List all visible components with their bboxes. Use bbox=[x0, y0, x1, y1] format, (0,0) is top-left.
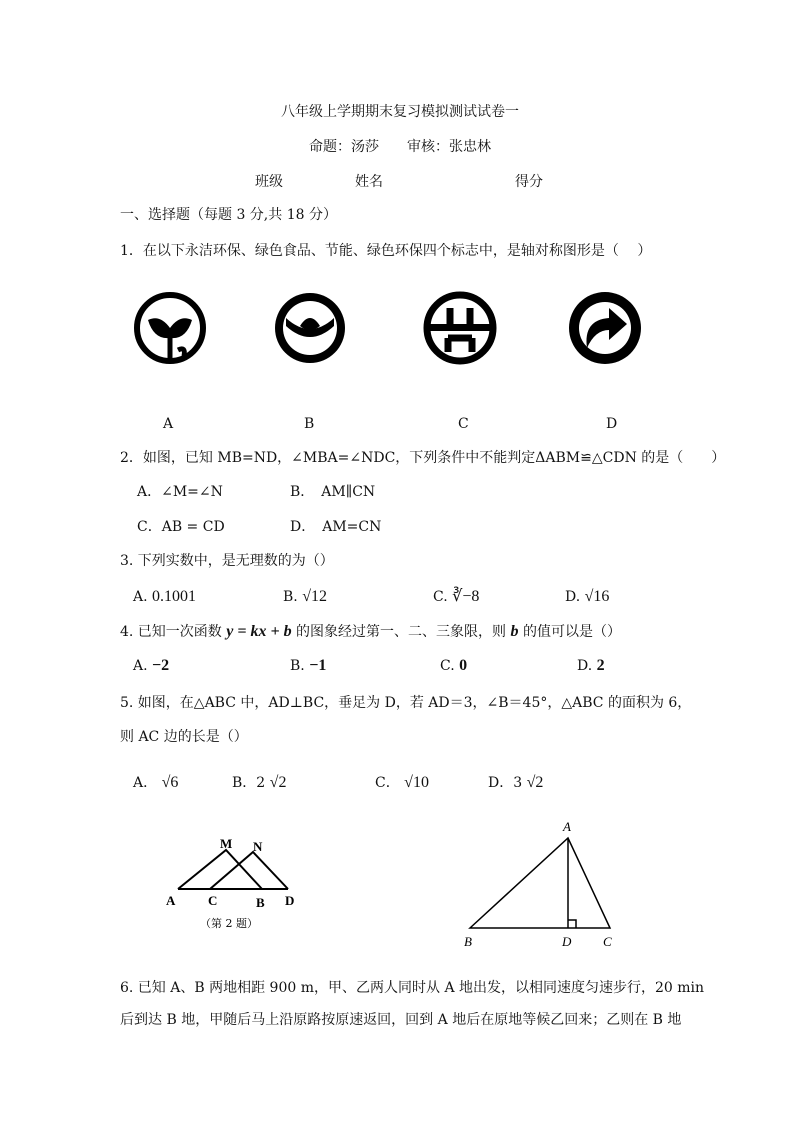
q2-option-b: B． AM∥CN bbox=[290, 484, 376, 500]
option-value: √2 bbox=[526, 774, 544, 791]
q2-option-d: D． AM=CN bbox=[290, 519, 382, 535]
section-heading: 一、选择题（每题 3 分,共 18 分） bbox=[120, 207, 337, 223]
option-letter: B. bbox=[290, 658, 305, 674]
name-field-label: 姓名 bbox=[355, 174, 383, 190]
point-a: A bbox=[563, 819, 571, 834]
option-letter: B. bbox=[283, 589, 298, 605]
option-value: −1 bbox=[309, 657, 327, 674]
logo-label-a: A bbox=[163, 416, 174, 432]
option-value: √2 bbox=[269, 774, 287, 791]
option-value: √6 bbox=[161, 774, 179, 791]
option-letter: A. bbox=[133, 658, 148, 674]
point-b: B bbox=[464, 934, 472, 949]
option-letter: D. bbox=[565, 589, 581, 605]
q4-option-d bbox=[577, 657, 605, 675]
q3-option-c bbox=[433, 588, 479, 606]
q4-option-a bbox=[133, 657, 169, 675]
point-d: D bbox=[562, 934, 572, 949]
q5-option-d bbox=[488, 774, 543, 792]
q4-option-c bbox=[440, 657, 467, 675]
option-value: 2 bbox=[596, 657, 605, 674]
point-n: N bbox=[253, 839, 263, 854]
option-letter: A. bbox=[133, 589, 148, 605]
q5-option-c bbox=[375, 774, 429, 792]
question-4 bbox=[120, 623, 621, 641]
logo-c-icon bbox=[420, 290, 500, 370]
question-5-line1: 5. 如图，在△ABC 中，AD⊥BC，垂足为 D，若 AD＝3，∠B＝45°，△ABC 的面积为 6， bbox=[120, 695, 692, 711]
q2-option-a: A．∠M=∠N bbox=[137, 484, 223, 500]
figure-caption: （第 2 题） bbox=[200, 917, 258, 930]
q5-option-a bbox=[133, 774, 178, 792]
point-c: C bbox=[208, 893, 218, 908]
option-value: 0 bbox=[459, 657, 468, 674]
question-3: 3. 下列实数中，是无理数的为（） bbox=[120, 553, 334, 569]
logo-label-d: D bbox=[606, 416, 618, 432]
option-letter: C. bbox=[433, 589, 448, 605]
option-letter: C. bbox=[440, 658, 455, 674]
option-value: √12 bbox=[302, 588, 327, 605]
logo-d-icon bbox=[565, 290, 645, 370]
q2-option-c: C．AB = CD bbox=[137, 519, 225, 535]
q4-text: 4. 已知一次函数 bbox=[120, 624, 227, 640]
point-b: B bbox=[256, 895, 265, 910]
option-letter: B．2 bbox=[232, 775, 266, 791]
logo-label-c: C bbox=[458, 416, 469, 432]
q3-option-a bbox=[133, 588, 196, 606]
score-field-label: 得分 bbox=[515, 174, 543, 190]
option-letter: D．3 bbox=[488, 775, 523, 791]
question-1: 1．在以下永洁环保、绿色食品、节能、绿色环保四个标志中，是轴对称图形是（ ） bbox=[120, 243, 652, 259]
option-value: −2 bbox=[152, 657, 170, 674]
q5-figure bbox=[450, 815, 630, 955]
class-field-label: 班级 bbox=[255, 174, 283, 190]
q2-figure bbox=[160, 835, 330, 935]
option-value: √16 bbox=[584, 588, 610, 605]
exam-title: 八年级上学期期末复习模拟测试试卷一 bbox=[281, 104, 519, 120]
option-value: √10 bbox=[404, 774, 429, 791]
option-value: 0.1001 bbox=[152, 588, 197, 605]
option-letter: C． bbox=[375, 775, 400, 791]
q3-option-d bbox=[565, 588, 609, 606]
question-6-line1: 6. 已知 A、B 两地相距 900 m，甲、乙两人同时从 A 地出发，以相同速度匀速步行，20 min bbox=[120, 980, 705, 996]
question-6-line2: 后到达 B 地，甲随后马上沿原路按原速返回，回到 A 地后在原地等候乙回来；乙则在 B 地 bbox=[120, 1012, 682, 1028]
question-5-line2: 则 AC 边的长是（） bbox=[120, 729, 248, 745]
logo-b-icon bbox=[270, 290, 350, 370]
point-m: M bbox=[220, 836, 233, 851]
point-c: C bbox=[603, 934, 612, 949]
option-letter: D. bbox=[577, 658, 593, 674]
point-a: A bbox=[166, 893, 176, 908]
logo-label-b: B bbox=[304, 416, 315, 432]
question-2: 2．如图，已知 MB=ND，∠MBA=∠NDC，下列条件中不能判定ΔABM≌△CDN 的是（ ） bbox=[120, 450, 726, 466]
q3-option-b bbox=[283, 588, 327, 606]
option-value: ∛−8 bbox=[452, 588, 480, 605]
logo-a-icon bbox=[130, 290, 210, 370]
q5-option-b bbox=[232, 774, 286, 792]
q4-formula: y = kx + b bbox=[226, 623, 292, 640]
q4-text: 的值可以是（） bbox=[518, 624, 621, 640]
point-d: D bbox=[285, 893, 295, 908]
option-letter: A． bbox=[133, 775, 158, 791]
q4-text: 的图象经过第一、二、三象限，则 bbox=[291, 624, 511, 640]
authors-line: 命题：汤莎 审核：张忠林 bbox=[309, 139, 491, 155]
q4-option-b bbox=[290, 657, 326, 675]
q4-variable: b bbox=[510, 623, 519, 640]
